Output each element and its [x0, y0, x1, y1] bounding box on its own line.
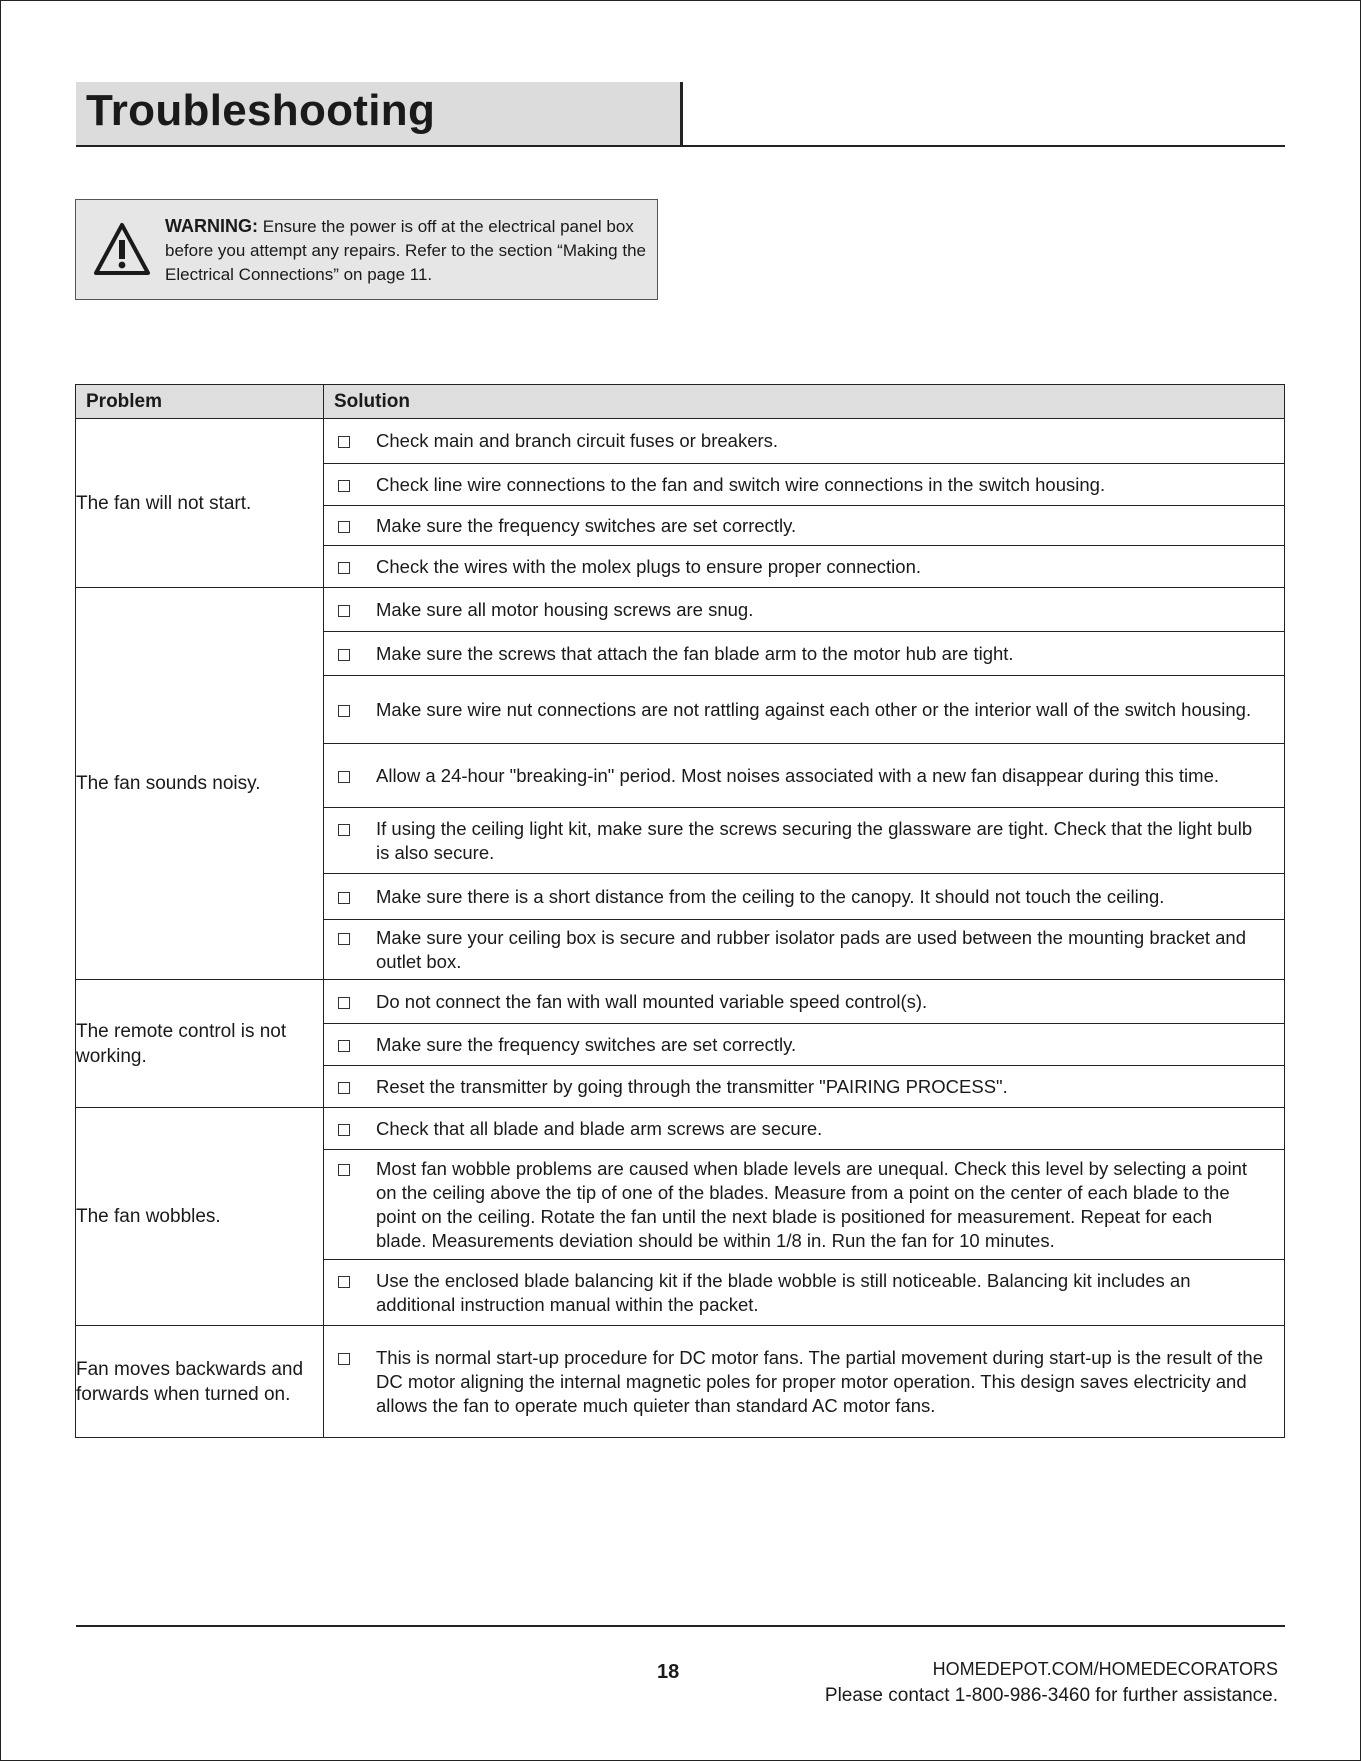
table-row — [76, 1326, 1285, 1438]
solution-cell — [324, 980, 1285, 1024]
page-title: Troubleshooting — [86, 86, 436, 135]
table-row — [76, 588, 1285, 632]
solution-text: Allow a 24-hour "breaking-in" period. Most noises associated with a new fan disappear during this time. — [376, 764, 1219, 786]
solution-text: Make sure your ceiling box is secure and rubber isolator pads are used between the mounting bracket and outlet box. — [376, 926, 1247, 972]
title-divider — [76, 145, 1285, 147]
solution-cell — [324, 808, 1285, 874]
solution-text: Check that all blade and blade arm screws are secure. — [376, 1117, 823, 1139]
table-header-row — [76, 385, 1285, 419]
solution-cell — [324, 546, 1285, 588]
table-row — [76, 980, 1285, 1024]
solution-cell — [324, 744, 1285, 808]
checkbox-icon — [338, 705, 350, 717]
solution-text: Reset the transmitter by going through the transmitter "PAIRING PROCESS". — [376, 1075, 1008, 1097]
problem-cell: The remote control is not working. — [76, 980, 324, 1108]
solution-header: Solution — [324, 385, 1285, 419]
checkbox-icon — [338, 1124, 350, 1136]
footer-divider — [76, 1625, 1285, 1627]
solution-text: Most fan wobble problems are caused when blade levels are unequal. Check this level by selecting a point on the ceiling above the tip of one of the blades. Measure from a point on the center of each blade to the point on the ceiling. Rotate the fan until the next blade is positioned for measurement. Repeat for each blade. Measurements deviation should be within 1/8 in. Run the fan for 10 minutes. — [376, 1157, 1248, 1251]
table-body — [76, 419, 1285, 1438]
solution-text: Check main and branch circuit fuses or breakers. — [376, 430, 779, 451]
warning-body: Ensure the power is off at the electrical panel box before you attempt any repairs. Refer to the section “Making the Electrical Connections” on page 11. — [165, 217, 646, 284]
solution-text: Make sure the frequency switches are set correctly. — [376, 514, 797, 536]
solution-text: Make sure wire nut connections are not rattling against each other or the interior wall of the switch housing. — [376, 698, 1252, 720]
troubleshooting-table — [75, 384, 1285, 1438]
checkbox-icon — [338, 1276, 350, 1288]
checkbox-icon — [338, 521, 350, 533]
solution-cell — [324, 1150, 1285, 1260]
solution-cell — [324, 588, 1285, 632]
checkbox-icon — [338, 824, 350, 836]
solution-text: Make sure the frequency switches are set correctly. — [376, 1033, 797, 1055]
problem-cell: The fan sounds noisy. — [76, 588, 324, 980]
checkbox-icon — [338, 1040, 350, 1052]
solution-text: Use the enclosed blade balancing kit if the blade wobble is still noticeable. Balancing kit includes an additional instruction manual within the packet. — [376, 1269, 1191, 1315]
table-row — [76, 419, 1285, 464]
checkbox-icon — [338, 649, 350, 661]
solution-cell — [324, 1260, 1285, 1326]
problem-cell: The fan wobbles. — [76, 1108, 324, 1326]
solution-cell — [324, 1326, 1285, 1438]
checkbox-icon — [338, 997, 350, 1009]
checkbox-icon — [338, 771, 350, 783]
checkbox-icon — [338, 1082, 350, 1094]
solution-cell — [324, 506, 1285, 546]
problem-cell: The fan will not start. — [76, 419, 324, 588]
solution-cell — [324, 1108, 1285, 1150]
checkbox-icon — [338, 933, 350, 945]
checkbox-icon — [338, 605, 350, 617]
warning-label: WARNING: — [165, 216, 258, 236]
checkbox-icon — [338, 892, 350, 904]
solution-cell — [324, 419, 1285, 464]
solution-cell — [324, 1066, 1285, 1108]
checkbox-icon — [338, 1353, 350, 1365]
table-row — [76, 1108, 1285, 1150]
solution-cell — [324, 676, 1285, 744]
solution-text: Make sure all motor housing screws are snug. — [376, 598, 754, 620]
solution-text: Check line wire connections to the fan and switch wire connections in the switch housing. — [376, 473, 1106, 495]
solution-cell — [324, 1024, 1285, 1066]
solution-text: Check the wires with the molex plugs to ensure proper connection. — [376, 555, 922, 577]
solution-text: Make sure there is a short distance from the ceiling to the canopy. It should not touch the ceiling. — [376, 885, 1165, 907]
checkbox-icon — [338, 562, 350, 574]
problem-header: Problem — [76, 385, 324, 419]
footer-url: HOMEDEPOT.COM/HOMEDECORATORS — [932, 1659, 1278, 1679]
footer-contact: Please contact 1-800-986-3460 for further assistance. — [824, 1685, 1278, 1706]
solution-text: If using the ceiling light kit, make sure the screws securing the glassware are tight. Check that the light bulb is also secure. — [376, 817, 1253, 863]
solution-cell — [324, 632, 1285, 676]
checkbox-icon — [338, 480, 350, 492]
warning-text — [165, 214, 655, 287]
solution-cell — [324, 464, 1285, 506]
checkbox-icon — [338, 1164, 350, 1176]
solution-text: Do not connect the fan with wall mounted variable speed control(s). — [376, 990, 928, 1012]
problem-cell: Fan moves backwards and forwards when turned on. — [76, 1326, 324, 1438]
checkbox-icon — [338, 436, 350, 448]
page-number: 18 — [657, 1661, 680, 1683]
solution-text: Make sure the screws that attach the fan blade arm to the motor hub are tight. — [376, 642, 1014, 664]
warning-box — [75, 199, 658, 300]
solution-text: This is normal start-up procedure for DC motor fans. The partial movement during start-up is the result of the DC motor aligning the internal magnetic poles for proper motor operation. This design saves electricity and allows the fan to operate much quieter than standard AC motor fans. — [376, 1346, 1264, 1416]
title-bar — [76, 82, 683, 146]
solution-cell — [324, 874, 1285, 920]
solution-cell — [324, 920, 1285, 980]
warning-triangle-icon — [93, 222, 151, 276]
